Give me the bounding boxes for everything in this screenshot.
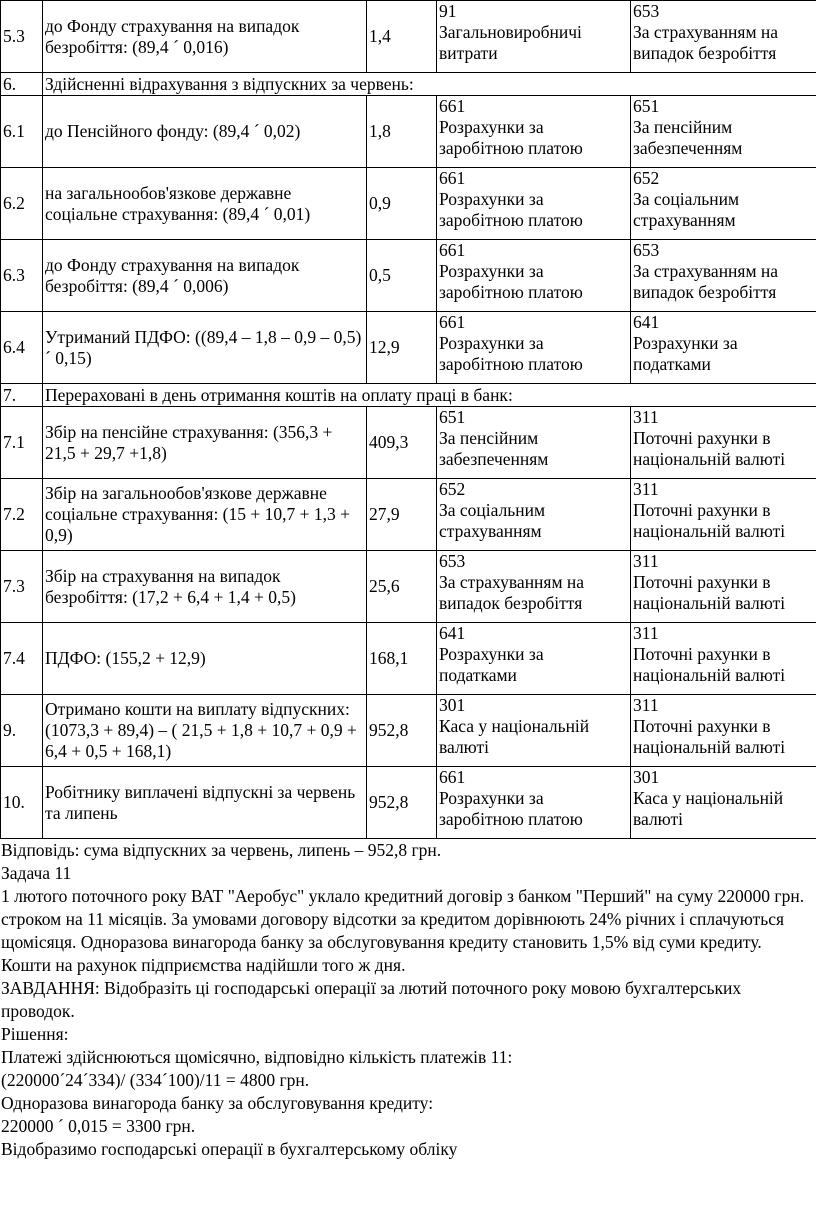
credit-account: 311 Поточні рахунки в національній валюті	[631, 479, 816, 551]
entry-amount: 25,6	[367, 551, 437, 623]
entry-amount: 12,9	[367, 312, 437, 384]
debit-account: 651 За пенсійним забезпеченням	[437, 407, 631, 479]
section-number: 7.	[1, 384, 43, 407]
entry-number: 7.1	[1, 407, 43, 479]
entry-number: 6.1	[1, 96, 43, 168]
entry-amount: 1,8	[367, 96, 437, 168]
entry-row	[1, 479, 816, 551]
assignment: ЗАВДАННЯ: Відобразіть ці господарські операції за лютий поточного року мовою бухгалтерських проводок.	[1, 978, 742, 1021]
credit-account: 641 Розрахунки за податками	[631, 312, 816, 384]
entry-description: ПДФО: (155,2 + 12,9)	[43, 623, 367, 695]
credit-account: 311 Поточні рахунки в національній валюті	[631, 407, 816, 479]
answer-line: Відповідь: сума відпускних за червень, липень – 952,8 грн.	[1, 840, 442, 860]
entry-row	[1, 240, 816, 312]
entry-number: 7.3	[1, 551, 43, 623]
credit-account: 653 За страхуванням на випадок безробіття	[631, 240, 816, 312]
debit-account: 91 Загальновиробничі витрати	[437, 1, 631, 73]
entry-description: Утриманий ПДФО: ((89,4 – 1,8 – 0,9 – 0,5) ´ 0,15)	[43, 312, 367, 384]
section-row	[1, 384, 816, 407]
solution-text	[0, 839, 816, 1161]
entry-amount: 952,8	[367, 767, 437, 839]
entry-description: до Фонду страхування на випадок безробіття: (89,4 ´ 0,006)	[43, 240, 367, 312]
entry-description: Збір на страхування на випадок безробіття: (17,2 + 6,4 + 1,4 + 0,5)	[43, 551, 367, 623]
credit-account: 652 За соціальним страхуванням	[631, 168, 816, 240]
section-number: 6.	[1, 73, 43, 96]
entry-number: 6.2	[1, 168, 43, 240]
entry-row	[1, 407, 816, 479]
entry-number: 5.3	[1, 1, 43, 73]
fee-formula: 220000 ´ 0,015 = 3300 грн.	[1, 1116, 196, 1136]
debit-account: 661 Розрахунки за заробітною платою	[437, 96, 631, 168]
entry-row	[1, 623, 816, 695]
credit-account: 311 Поточні рахунки в національній валюті	[631, 551, 816, 623]
section-title: Перераховані в день отримання коштів на оплату праці в банк:	[43, 384, 816, 407]
entry-amount: 409,3	[367, 407, 437, 479]
entry-row	[1, 312, 816, 384]
debit-account: 661 Розрахунки за заробітною платою	[437, 312, 631, 384]
entry-number: 9.	[1, 695, 43, 767]
entry-row	[1, 695, 816, 767]
entry-description: до Фонду страхування на випадок безробіття: (89,4 ´ 0,016)	[43, 1, 367, 73]
solution-label: Рішення:	[1, 1024, 69, 1044]
entry-number: 6.3	[1, 240, 43, 312]
credit-account: 653 За страхуванням на випадок безробіття	[631, 1, 816, 73]
entry-number: 7.2	[1, 479, 43, 551]
debit-account: 661 Розрахунки за заробітною платою	[437, 240, 631, 312]
entry-number: 7.4	[1, 623, 43, 695]
task-body: 1 лютого поточного року ВАТ "Аеробус" уклало кредитний договір з банком "Перший" на суму 220000 грн. строком на 11 місяців. За умовами договору відсотки за кредитом дорівнюють 24% річних і сплачуються щомісяця. Одноразова винагорода банку за обслуговування кредиту становить 1,5% від суми кредиту. Кошти на рахунок підприємства надійшли того ж дня.	[1, 886, 805, 975]
debit-account: 661 Розрахунки за заробітною платою	[437, 767, 631, 839]
entry-number: 6.4	[1, 312, 43, 384]
entry-row	[1, 767, 816, 839]
entry-row	[1, 168, 816, 240]
entry-amount: 952,8	[367, 695, 437, 767]
entry-description: Збір на пенсійне страхування: (356,3 + 21,5 + 29,7 +1,8)	[43, 407, 367, 479]
debit-account: 641 Розрахунки за податками	[437, 623, 631, 695]
closing-line: Відобразимо господарські операції в бухгалтерському обліку	[1, 1139, 458, 1159]
entry-number: 10.	[1, 767, 43, 839]
credit-account: 311 Поточні рахунки в національній валюті	[631, 623, 816, 695]
entry-amount: 27,9	[367, 479, 437, 551]
entry-description: до Пенсійного фонду: (89,4 ´ 0,02)	[43, 96, 367, 168]
entry-amount: 0,9	[367, 168, 437, 240]
debit-account: 653 За страхуванням на випадок безробіття	[437, 551, 631, 623]
debit-account: 652 За соціальним страхуванням	[437, 479, 631, 551]
section-row	[1, 73, 816, 96]
entry-row	[1, 96, 816, 168]
debit-account: 661 Розрахунки за заробітною платою	[437, 168, 631, 240]
journal-entries-body	[1, 1, 816, 839]
credit-account: 651 За пенсійним забезпеченням	[631, 96, 816, 168]
credit-account: 301 Каса у національній валюті	[631, 767, 816, 839]
fee-text: Одноразова винагорода банку за обслуговування кредиту:	[1, 1093, 434, 1113]
payments-formula: (220000´24´334)/ (334´100)/11 = 4800 грн.	[1, 1070, 310, 1090]
entry-description: Збір на загальнообов'язкове державне соціальне страхування: (15 + 10,7 + 1,3 + 0,9)	[43, 479, 367, 551]
debit-account: 301 Каса у національній валюті	[437, 695, 631, 767]
credit-account: 311 Поточні рахунки в національній валюті	[631, 695, 816, 767]
entry-amount: 168,1	[367, 623, 437, 695]
entry-amount: 1,4	[367, 1, 437, 73]
entry-description: Робітнику виплачені відпускні за червень та липень	[43, 767, 367, 839]
payments-text: Платежі здійснюються щомісячно, відповідно кількість платежів 11:	[1, 1047, 513, 1067]
section-title: Здійсненні відрахування з відпускних за червень:	[43, 73, 816, 96]
entry-row	[1, 1, 816, 73]
entry-description: Отримано кошти на виплату відпускних: (1073,3 + 89,4) – ( 21,5 + 1,8 + 10,7 + 0,9 + 6,4 + 0,5 + 168,1)	[43, 695, 367, 767]
entry-row	[1, 551, 816, 623]
entry-amount: 0,5	[367, 240, 437, 312]
task-title: Задача 11	[1, 863, 72, 883]
entry-description: на загальнообов'язкове державне соціальне страхування: (89,4 ´ 0,01)	[43, 168, 367, 240]
